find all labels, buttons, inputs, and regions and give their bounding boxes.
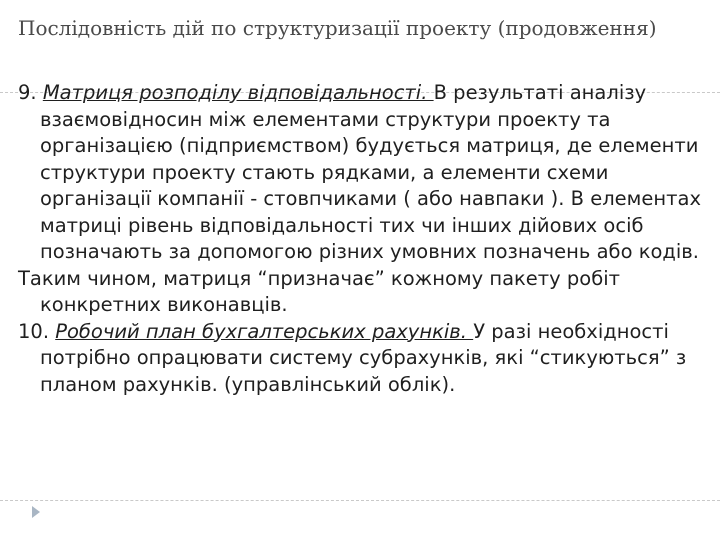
item-number: 9. [18, 81, 43, 104]
item-heading: Робочий план бухгалтерських рахунків. [55, 319, 474, 343]
summary-text: Таким чином, матриця “призначає” кожному пакету робіт конкретних виконавців. [18, 266, 621, 316]
paragraph-item-10 [18, 319, 708, 399]
slide-body [18, 80, 708, 398]
item-text: В результаті аналізу взаємовідносин між елементами структури проекту та організацією (підприємством) будується матриця, де елементи структури проекту стають рядками, а елементи схеми організації компанії - стовпчиками ( або навпаки ). В елементах матриці рівень відповідальності тих чи інших дійових осіб позначають за допомогою різних умовних позначень або кодів. [40, 81, 701, 263]
paragraph-item-9 [18, 80, 708, 266]
item-text: У разі необхідності потрібно опрацювати систему субрахунків, які “стикуються” з планом рахунків. (управлінський облік). [40, 319, 687, 396]
bottom-divider [0, 500, 720, 501]
item-number: 10. [18, 319, 56, 343]
next-slide-arrow-icon[interactable] [32, 506, 40, 518]
item-heading: Матриця розподілу відповідальності. [42, 81, 434, 104]
slide-title: Послідовність дій по структуризації проекту (продовження) [18, 16, 657, 40]
paragraph-summary [18, 266, 708, 319]
